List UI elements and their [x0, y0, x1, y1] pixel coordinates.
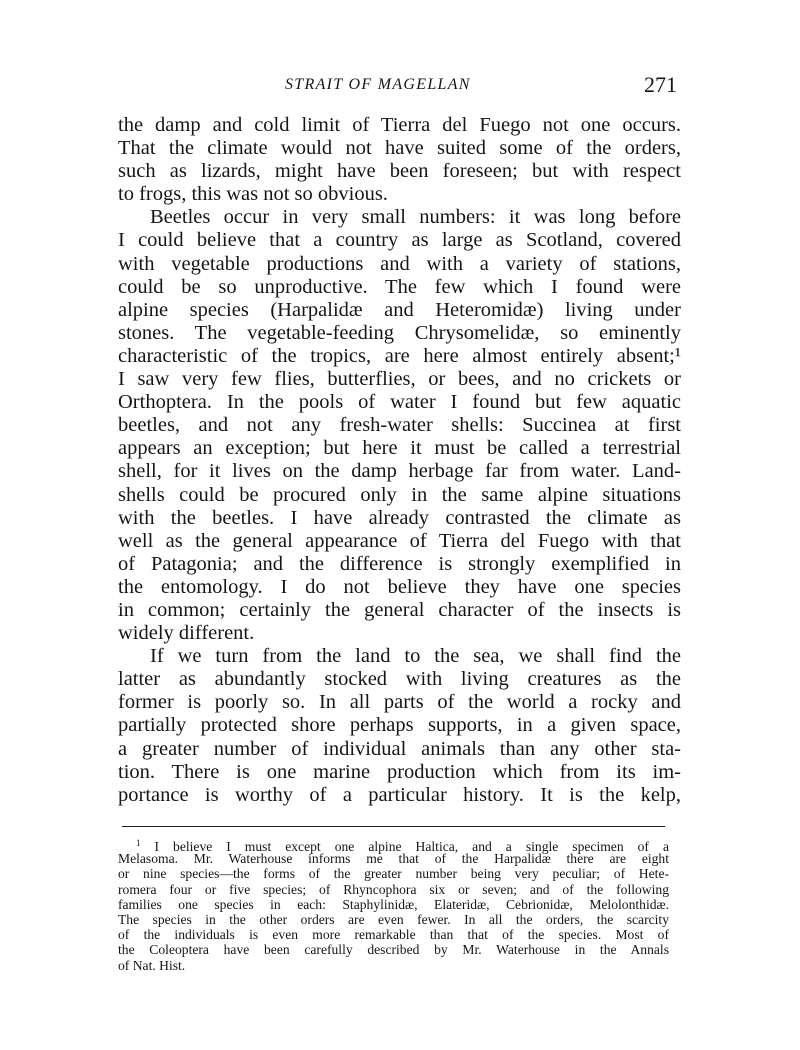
body-line: Beetles occur in very small numbers: it was long before — [150, 206, 681, 229]
body-line: tion. There is one marine production which from its im- — [118, 760, 681, 783]
body-line: former is poorly so. In all parts of the world a rocky and — [118, 691, 681, 714]
footnote-line: families one species in each: Staphylinidæ, Elateridæ, Cebrionidæ, Melolonthidæ. — [118, 896, 669, 912]
body-line: of Patagonia; and the difference is strongly exemplified in — [118, 552, 681, 575]
footnote-line: or nine species—the forms of the greater number being very peculiar; of Hete- — [118, 866, 669, 882]
body-line: with vegetable productions and with a variety of stations, — [118, 252, 681, 275]
footnote-line-text: I believe I must except one alpine Haltica, and a single specimen of a — [154, 839, 669, 854]
body-line: in common; certainly the general character of the insects is — [118, 598, 681, 621]
body-line: to frogs, this was not so obvious. — [118, 183, 388, 206]
body-text — [118, 114, 681, 807]
footnote-line: the Coleoptera have been carefully described by Mr. Waterhouse in the Annals — [118, 942, 669, 958]
body-line: characteristic of the tropics, are here almost entirely absent;¹ — [118, 344, 681, 367]
body-line: Orthoptera. In the pools of water I found but few aquatic — [118, 391, 681, 414]
footnote — [118, 836, 669, 973]
footnote-line: of the individuals is even more remarkable than that of the species. Most of — [118, 927, 669, 943]
footnote-line: The species in the other orders are even fewer. In all the orders, the scarcity — [118, 911, 669, 927]
body-line: I could believe that a country as large as Scotland, covered — [118, 229, 681, 252]
footnote-divider — [122, 826, 665, 827]
body-line: well as the general appearance of Tierra del Fuego with that — [118, 529, 681, 552]
body-line: portance is worthy of a particular history. It is the kelp, — [118, 783, 681, 806]
running-head — [118, 72, 683, 106]
body-line: That the climate would not have suited some of the orders, — [118, 137, 681, 160]
footnote-line: of Nat. Hist. — [118, 957, 186, 973]
body-line: could be so unproductive. The few which I found were — [118, 275, 681, 298]
body-line: If we turn from the land to the sea, we shall find the — [150, 645, 681, 668]
body-line: such as lizards, might have been foreseen; but with respect — [118, 160, 681, 183]
footnote-line: Melasoma. Mr. Waterhouse informs me that of the Harpalidæ there are eight — [118, 851, 669, 867]
body-line: the damp and cold limit of Tierra del Fuego not one occurs. — [118, 114, 681, 136]
body-line: with the beetles. I have already contrasted the climate as — [118, 506, 681, 529]
body-line: appears an exception; but here it must be called a terrestrial — [118, 437, 681, 460]
body-line: stones. The vegetable-feeding Chrysomelidæ, so eminently — [118, 321, 681, 344]
body-line: shells could be procured only in the same alpine situations — [118, 483, 681, 506]
page-number: 271 — [644, 72, 677, 97]
body-line: shell, for it lives on the damp herbage far from water. Land- — [118, 460, 681, 483]
footnote-marker: 1 — [136, 838, 141, 848]
body-line: latter as abundantly stocked with living creatures as the — [118, 668, 681, 691]
footnote-line — [118, 836, 669, 854]
body-line: widely different. — [118, 622, 255, 645]
running-title: STRAIT OF MAGELLAN — [285, 76, 471, 93]
body-line: a greater number of individual animals than any other sta- — [118, 737, 681, 760]
footnote-line: romera four or five species; of Rhyncophora six or seven; and of the following — [118, 881, 669, 897]
body-line: I saw very few flies, butterflies, or bees, and no crickets or — [118, 368, 681, 391]
body-line: the entomology. I do not believe they have one species — [118, 575, 681, 598]
body-line: alpine species (Harpalidæ and Heteromidæ) living under — [118, 298, 681, 321]
body-line: beetles, and not any fresh-water shells: Succinea at first — [118, 414, 681, 437]
body-line: partially protected shore perhaps supports, in a given space, — [118, 714, 681, 737]
